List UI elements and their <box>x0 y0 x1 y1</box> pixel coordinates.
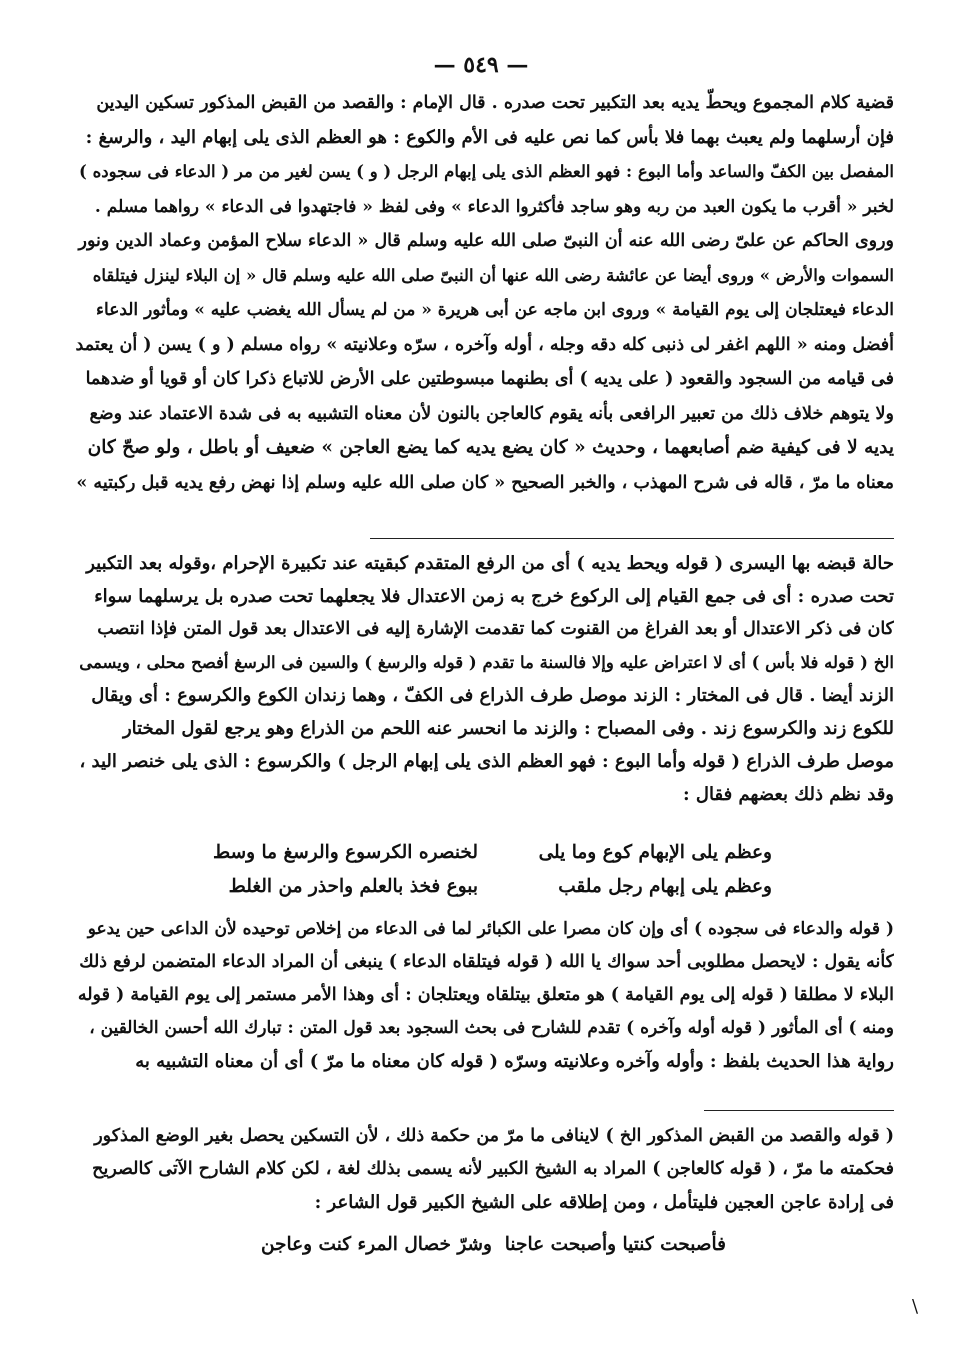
commentary-line: رواية هذا الحديث بلفظ : وأوله وآخره وعلانيته وسرّه ( قوله كان معناه ما مرّ ) أى أن معناه التشبيه به <box>135 1051 894 1072</box>
main-line: فى قيامه من السجود والقعود ( على يديه ) أى بطنهما مبسوطتين على الأرض للاتباع ذكرا كان أو قويا أو ضدهما <box>85 369 894 389</box>
main-line: ولا يتوهم خلاف ذلك من تعبير الرافعى بأنه يقوم كالعاجن بالنون لأن معناه التشبيه به فى شدة الاعتماد عند وضع <box>89 403 894 424</box>
separator-rule <box>370 538 894 539</box>
commentary-line: موصل طرف الذراع ( قوله وأما البوع : فهو العظم الذى يلى إبهام الرجل ) والكرسوع : الذى يلى خنصر اليد ، <box>79 751 894 772</box>
poem-hemistich: لخنصره الكرسوع والرسغ ما وسط <box>213 842 478 863</box>
main-line: السموات والأرض » وروى أيضا عن عائشة رضى الله عنها أن النبىّ صلى الله عليه وسلم قال « إن البلاء لينزل فيتلقاه <box>92 265 894 285</box>
footnote-rule <box>704 1110 894 1111</box>
main-line: يديه لا فى كيفية ضم أصابعهما ، وحديث « كان يضع يديه كما يضع العاجن » ضعيف أو باطل ، ولو صحّ كان <box>87 437 894 458</box>
commentary-line: ( قوله والدعاء فى سجوده ) أى وإن كان مصرا على الكبائر لما فى الدعاء من إخلاص توحيده لأن الداعى حين يدعو <box>87 919 894 939</box>
main-line: المفصل بين الكفّ والساعد وأما البوع : فهو العظم الذى يلى إبهام الرجل ( و ) يسن لغير من مر ( الدعاء فى سجوده ) <box>79 162 894 181</box>
footnote-text <box>76 1120 894 1219</box>
poem-hemistich: ببوع فخذ بالعلم واحذر من الغلط <box>228 876 478 897</box>
main-line: قضية كلام المجموع ويحطّ يديه بعد التكبير تحت صدره . قال الإمام : والقصد من القبض المذكور تسكين اليدين <box>96 93 894 113</box>
page-number: — ٥٤٩ — <box>433 52 529 78</box>
commentary-line: وقد نظم ذلك بعضهم فقال : <box>683 784 894 805</box>
main-line: لخبر « أقرب ما يكون العبد من ربه وهو ساجد فأكثروا الدعاء » وفى لفظ « فاجتهدوا فى الدعاء » رواهما مسلم . <box>94 196 894 217</box>
main-line: أفضل ومنه « اللهم اغفر لى ذنبى كله دقه وجله ، أوله وآخره ، سرّه وعلانيته » رواه مسلم ( و ) يسن ( أن يعتمد <box>76 334 894 355</box>
commentary-text-continued <box>76 913 894 1078</box>
commentary-line: حالة قبضه بها اليسرى ( قوله ويحط يديه ) أى من الرفع المتقدم كبقيته عند تكبيرة الإحرام ،وقوله بعد التكبير <box>86 553 894 574</box>
commentary-text <box>76 547 894 811</box>
commentary-line: ومنه ) أى المأثور ( قوله أوله وآخره ) تقدم للشارح فى بحث السجود بعد قول المتن : تبارك الله أحسن الخالقين ، <box>89 1018 894 1038</box>
main-line: معناه ما مرّ ، قاله فى شرح المهذب ، والخبر الصحيح « كان صلى الله عليه وسلم إذا نهض رفع يديه قبل ركبتيه » <box>76 472 894 493</box>
main-text <box>76 86 894 500</box>
commentary-line: البلاء لا مطلقا ( قوله إلى يوم القيامة ) هو متعلق بيتلقاه ويعتلجان : أى وهذا الأمر مستمر إلى يوم القيامة ( قوله <box>77 985 894 1005</box>
poem-hemistich: وعظم يلى إبهام رجل ملقب <box>558 876 772 897</box>
main-line: الدعاء فيعتلجان إلى يوم القيامة » وروى ابن ماجه عن أبى هريرة « من لم يسأل الله يغضب عليه » ومأثور الدعاء <box>96 300 894 320</box>
poem-hemistich: وعظم يلى الإبهام كوع وما يلى <box>538 842 772 863</box>
commentary-line: للكوع زند والكرسوع زند . وفى المصباح : والزند ما انحسر عنه اللحم من الذراع وهو يرجع لقول المختار <box>122 718 894 739</box>
footnote-poem-hemistich: فأصبحت كنتيا وأصبحت عاجنا <box>504 1234 726 1255</box>
footnote-poem-hemistich: وشرّ خصال المرء كنت وعاجن <box>260 1234 492 1255</box>
commentary-line: الزند أيضا . قال فى المختار : الزند موصل طرف الذراع فى الكفّ ، وهما زندان الكوع والكرسوع : أى ويقال <box>91 685 894 706</box>
margin-mark: \ <box>912 1296 919 1317</box>
commentary-line: تحت صدره : أى فى جمع القيام إلى الركوع خرج به زمن الاعتدال فلا يجعلهما تحت صدره بل يرسلهما سواء <box>94 586 894 607</box>
footnote-line: فحكمته ما مرّ ، ( قوله كالعاجن ) المراد به الشيخ الكبير لأنه يسمى بذلك لغة ، لكن كلام الشارح الآتى كالصريح <box>92 1159 894 1179</box>
commentary-line: كأنه يقول : لايحصل مطلوبى أحد سواك يا الله ( قوله فيتلقاه الدعاء ) ينبغى أن المراد الدعاء المتضمن لرفع ذلك <box>79 952 894 972</box>
commentary-line: الخ ( قوله فلا بأس ) أى لا اعتراض عليه وإلا فالسنة ما تقدم ( قوله والرسغ ) والسين فى الرسغ أفصح محلى ، ويسمى <box>79 653 894 672</box>
main-line: وروى الحاكم عن علىّ رضى الله عنه أن النبىّ صلى الله عليه وسلم قال « الدعاء سلاح المؤمن وعماد الدين ونور <box>78 231 894 251</box>
footnote-line: فى إرادة عاجن العجين فليتأمل ، ومن إطلاقه على الشيخ الكبير قول الشاعر : <box>314 1192 894 1213</box>
commentary-line: كان فى ذكر الاعتدال أو بعد الفراغ من القنوت كما تقدمت الإشارة إليه فى الاعتدال بعد قول المتن فإذا انتصب <box>97 619 894 639</box>
footnote-line: ( قوله والقصد من القبض المذكور الخ ) لاينافى ما مرّ من حكمة ذلك ، لأن التسكين يحصل بغير الوضع المذكور <box>94 1126 894 1146</box>
main-line: فإن أرسلهما ولم يعبث بهما فلا بأس كما نص عليه فى الأم والكوع : هو العظم الذى يلى إبهام اليد ، والرسغ : <box>85 126 894 148</box>
